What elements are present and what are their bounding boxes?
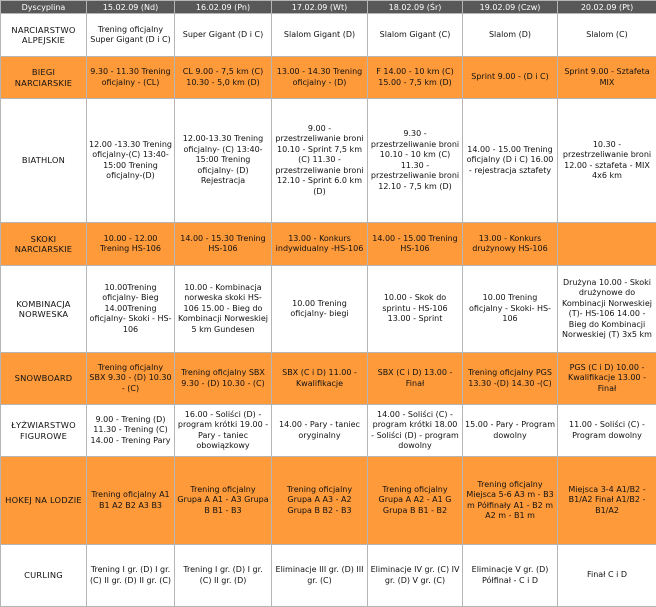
event-cell: Eliminacje V gr. (D) Półfinał - C i D [463, 545, 558, 607]
event-cell: Slalom Gigant (D) [272, 14, 368, 57]
table-row [1, 457, 656, 545]
event-cell: 10.00Trening oficjalny- Bieg 14.00Trening oficjalny- Skoki - HS-106 [87, 266, 175, 353]
event-cell: Trening oficjalny SBX 9.30 - (D) 10.30 - (C) [87, 353, 175, 405]
event-cell: Trening oficjalny Grupa A A3 - A2 Grupa B B2 - B3 [272, 457, 368, 545]
table-row [1, 545, 656, 607]
event-cell: Sprint 9.00 - Sztafeta MIX [558, 57, 656, 99]
event-cell [558, 223, 656, 266]
discipline-cell: HOKEJ NA LODZIE [1, 457, 87, 545]
header-date: 16.02.09 (Pn) [175, 1, 272, 14]
discipline-cell: ŁYŻWIARSTWO FIGUROWE [1, 405, 87, 457]
header-date: 20.02.09 (Pt) [558, 1, 656, 14]
event-cell: 14.00 - Pary - taniec oryginalny [272, 405, 368, 457]
event-cell: Sprint 9.00 - (D i C) [463, 57, 558, 99]
event-cell: Miejsca 3-4 A1/B2 - B1/A2 Finał A1/B2 - B1/A2 [558, 457, 656, 545]
event-cell: F 14.00 - 10 km (C) 15.00 - 7,5 km (D) [368, 57, 463, 99]
discipline-cell: KOMBINACJA NORWESKA [1, 266, 87, 353]
event-cell: Eliminacje III gr. (D) III gr. (C) [272, 545, 368, 607]
header-date: 17.02.09 (Wt) [272, 1, 368, 14]
table-row [1, 405, 656, 457]
header-date: 15.02.09 (Nd) [87, 1, 175, 14]
event-cell: SBX (C i D) 11.00 - Kwalifikacje [272, 353, 368, 405]
discipline-cell: BIATHLON [1, 99, 87, 223]
event-cell: 13.00 - 14.30 Trening oficjalny - (D) [272, 57, 368, 99]
table-row [1, 99, 656, 223]
event-cell: Drużyna 10.00 - Skoki drużynowe do Kombinacji Norweskiej (T)- HS-106 14.00 - Bieg do Kombinacji Norweskiej (T) 3x5 km [558, 266, 656, 353]
event-cell: 14.00 - 15.00 Trening oficjalny (D i C) 16.00 - rejestracja sztafety [463, 99, 558, 223]
event-cell: 11.00 - Soliści (C) - Program dowolny [558, 405, 656, 457]
discipline-cell: SKOKI NARCIARSKIE [1, 223, 87, 266]
event-cell: Trening oficjalny Miejsca 5-6 A3 m - B3 m Półfinały A1 - B2 m A2 m - B1 m [463, 457, 558, 545]
event-cell: Trening oficjalny Grupa A A2 - A1 G Grupa B B1 - B2 [368, 457, 463, 545]
event-cell: Trening oficjalny Grupa A A1 - A3 Grupa B B1 - B3 [175, 457, 272, 545]
event-cell: 15.00 - Pary - Program dowolny [463, 405, 558, 457]
event-cell: 9.00 - Trening (D) 11.30 - Trening (C) 14.00 - Trening Pary [87, 405, 175, 457]
event-cell: 9.00 - przestrzeliwanie broni 10.10 - Sprint 7,5 km (C) 11.30 - przestrzeliwanie broni 12.10 - Sprint 6.0 km (D) [272, 99, 368, 223]
header-date: 18.02.09 (Śr) [368, 1, 463, 14]
event-cell: 12.00 -13.30 Trening oficjalny-(C) 13:40-15:00 Trening oficjalny-(D) [87, 99, 175, 223]
event-cell: Trening I gr. (D) I gr. (C) II gr. (D) [175, 545, 272, 607]
event-cell: Slalom Gigant (C) [368, 14, 463, 57]
event-cell: 14.00 - 15.00 Trening HS-106 [368, 223, 463, 266]
event-cell: 14.00 - 15.30 Trening HS-106 [175, 223, 272, 266]
table-row [1, 57, 656, 99]
discipline-cell: CURLING [1, 545, 87, 607]
event-cell: Trening oficjalny PGS 13.30 -(D) 14.30 -(C) [463, 353, 558, 405]
event-cell: 10.00 - Kombinacja norweska skoki HS-106 15.00 - Bieg do Kombinacji Norweskiej 5 km Gundesen [175, 266, 272, 353]
event-cell: Super Gigant (D i C) [175, 14, 272, 57]
table-row [1, 14, 656, 57]
event-cell: 16.00 - Soliści (D) - program krótki 19.00 - Pary - taniec obowiązkowy [175, 405, 272, 457]
event-cell: 10.00 Trening oficjalny - Skoki- HS-106 [463, 266, 558, 353]
event-cell: 10.00 Trening oficjalny- biegi [272, 266, 368, 353]
event-cell: SBX (C i D) 13.00 - Finał [368, 353, 463, 405]
event-cell: Slalom (D) [463, 14, 558, 57]
event-cell: Slalom (C) [558, 14, 656, 57]
table-row [1, 223, 656, 266]
discipline-cell: NARCIARSTWO ALPEJSKIE [1, 14, 87, 57]
event-cell: 10.00 - 12.00 Trening HS-106 [87, 223, 175, 266]
table-row [1, 266, 656, 353]
event-cell: Trening I gr. (D) I gr. (C) II gr. (D) II gr. (C) [87, 545, 175, 607]
event-cell: 9.30 - 11.30 Trening oficjalny - (CL) [87, 57, 175, 99]
event-cell: PGS (C i D) 10.00 - Kwalifikacje 13.00 - Finał [558, 353, 656, 405]
event-cell: 13.00 - Konkurs drużynowy HS-106 [463, 223, 558, 266]
header-discipline: Dyscyplina [1, 1, 87, 14]
event-cell: 10.30 - przestrzeliwanie broni 12.00 - sztafeta - MIX 4x6 km [558, 99, 656, 223]
event-cell: Eliminacje IV gr. (C) IV gr. (D) V gr. (C) [368, 545, 463, 607]
event-cell: 10.00 - Skok do sprintu - HS-106 13.00 - Sprint [368, 266, 463, 353]
event-cell: CL 9.00 - 7,5 km (C) 10.30 - 5,0 km (D) [175, 57, 272, 99]
event-cell: 13.00 - Konkurs indywidualny -HS-106 [272, 223, 368, 266]
event-cell: 12.00-13.30 Trening oficjalny- (C) 13:40-15:00 Trening oficjalny- (D) Rejestracja [175, 99, 272, 223]
discipline-cell: SNOWBOARD [1, 353, 87, 405]
header-date: 19.02.09 (Czw) [463, 1, 558, 14]
event-cell: 14.00 - Soliści (C) - program krótki 18.00 - Soliści (D) - program dowolny [368, 405, 463, 457]
discipline-cell: BIEGI NARCIARSKIE [1, 57, 87, 99]
event-cell: 9.30 - przestrzeliwanie broni 10.10 - 10 km (C) 11.30 - przestrzeliwanie broni 12.10 - 7,5 km (D) [368, 99, 463, 223]
header-row [1, 1, 656, 14]
event-cell: Trening oficjalny A1 B1 A2 B2 A3 B3 [87, 457, 175, 545]
event-cell: Trening oficjalny SBX 9.30 - (D) 10.30 - (C) [175, 353, 272, 405]
table-row [1, 353, 656, 405]
event-cell: Finał C i D [558, 545, 656, 607]
event-cell: Trening oficjalny Super Gigant (D i C) [87, 14, 175, 57]
